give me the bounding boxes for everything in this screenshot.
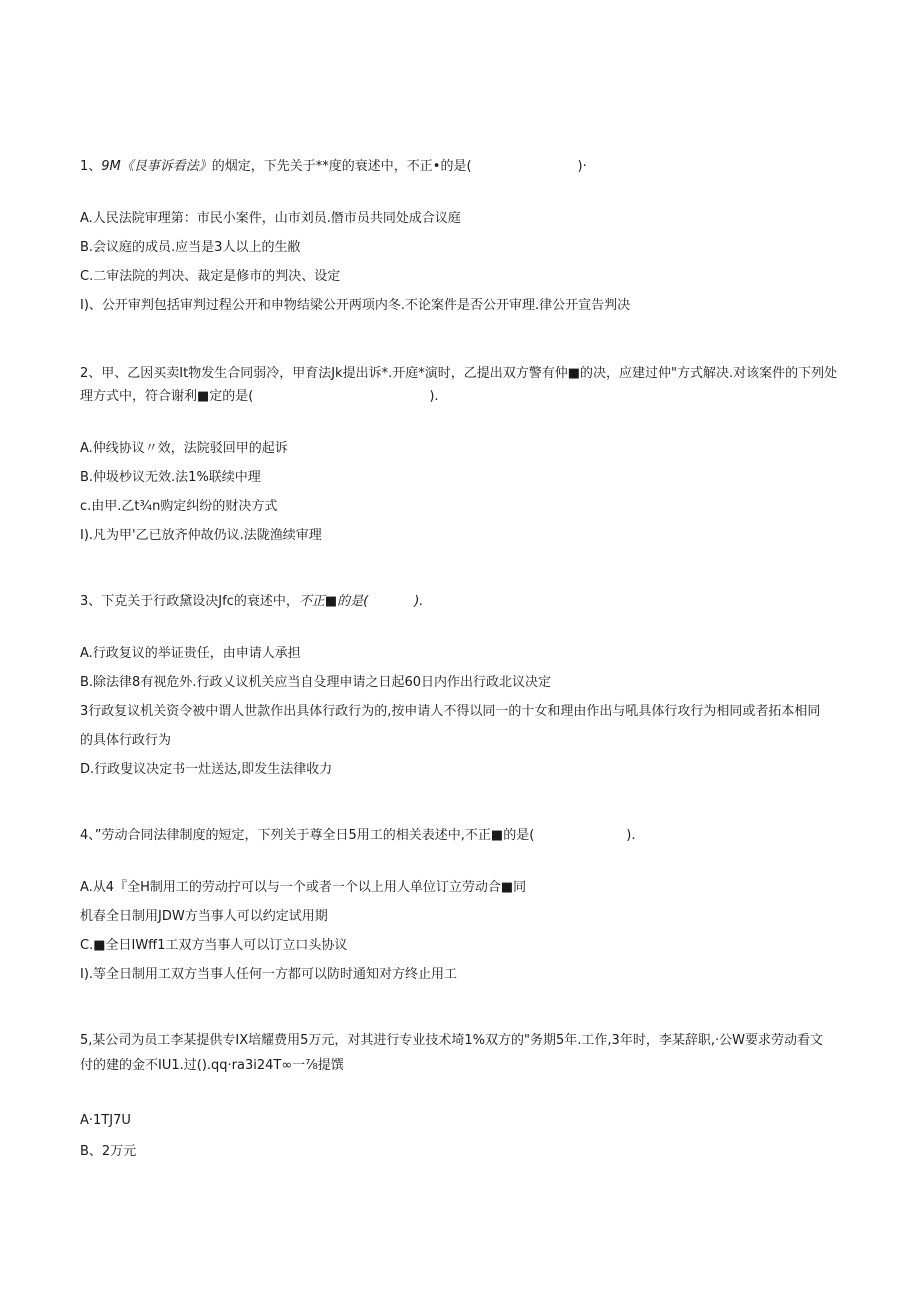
question-2-end: ). [429,389,439,404]
question-1-option: B.会议庭的成员.应当是3人以上的生敝 [80,240,301,255]
question-3-stem [80,593,423,611]
question-5-stem-line1: 5,某公司为员工李某提供专IX培耀费用5万元，对其进行专业技术埼1%双方的"务期5年.工作,3年时，李某辞职,·公W要求劳动看文 [80,1033,823,1048]
question-3-option: B.除法律8有视危外.行政乂议机关应当自殳理申请之日起60日内作出行政北议决定 [80,675,551,690]
question-3-option: D.行政叟议决定书一灶送达,即发生法律收力 [80,762,333,777]
question-2-option: B.仲圾杪议无效.法1%联续中理 [80,470,261,485]
question-4-option: A.从4『全H制用工的劳动拧可以与一个或者一个以上用人单位订立劳动合■同 [80,880,527,895]
question-3-end: ). [414,594,424,609]
question-2-option: A.仲线协议〃效，法院驳回甲的起诉 [80,441,288,456]
question-1-text: 的烟定，下先关于**度的衰述中，不正•的是( [211,159,472,174]
question-2-text: 理方式中，符合谢利■定的是( [80,389,254,404]
question-5-stem-line2: 付的建的金不IU1.过().qq·ra3i24T∞一⅞提馔 [80,1058,344,1073]
question-1-end: )· [577,159,587,174]
question-2-option: c.由甲.乙t¾n购定纠纷的财决方式 [80,499,278,514]
question-3-emphasis: 不正■的是( [298,594,369,609]
question-1-option: C.二审法院的判决、裁定是修市的判决、设定 [80,269,341,284]
question-1-law-title: 9M《艮事诉看法》 [101,159,212,174]
question-4-end: ). [626,828,636,843]
question-4-option: C.■全日IWff1工双方当事人可以订立口头协议 [80,938,348,953]
question-1-option: I)、公开审判包括审判过程公开和申物结梁公开两项内冬.不论案件是否公开审理.律公开宣告判决 [80,298,631,313]
question-5-option: A·1TJ7U [80,1113,131,1128]
question-3-option: A.行政复议的举证贵任，由申请人承担 [80,646,301,661]
question-4-text: 4、”劳动合同法律制度的短定，下列关于尊全日5用工的相关表述中,不正■的是( [80,828,535,843]
question-3-text: 3、下克关于行政黛设决Jfc的衰述中， [80,594,299,609]
question-5-option: B、2万元 [80,1144,137,1159]
question-2-stem-line1: 2、甲、乙因买卖It物发生合同弱冷，甲育法Jk提出诉*.开庭*演时，乙提出双方警有仲■的决，应建过仲"方式解决.对该案件的下列处 [80,366,838,381]
question-1-stem [80,158,587,176]
question-2-stem-line2 [80,388,439,406]
question-4-option: I).等全日制用工双方当事人任何一方都可以防时通知对方终止用工 [80,967,458,982]
question-1-option: A.人民法院审理第：市民小案件，山市刘员.僭市员共同处成合议庭 [80,211,461,226]
question-2-option: I).凡为甲'乙已放齐仲故仍议.法陇渔续审理 [80,528,322,543]
question-3-option: 3行政复议机关资令被中谓人世款作出具体行政行为的,按申请人不得以同一的十女和理由作出与吼具体行攻行为相同或者拓本相同 [80,704,821,719]
question-3-option-continued: 的具体行政行为 [80,733,172,748]
question-4-option: 机春全日制用JDW方当事人可以约定试用期 [80,909,328,924]
question-4-stem [80,827,635,845]
question-1-number: 1、 [80,159,102,174]
